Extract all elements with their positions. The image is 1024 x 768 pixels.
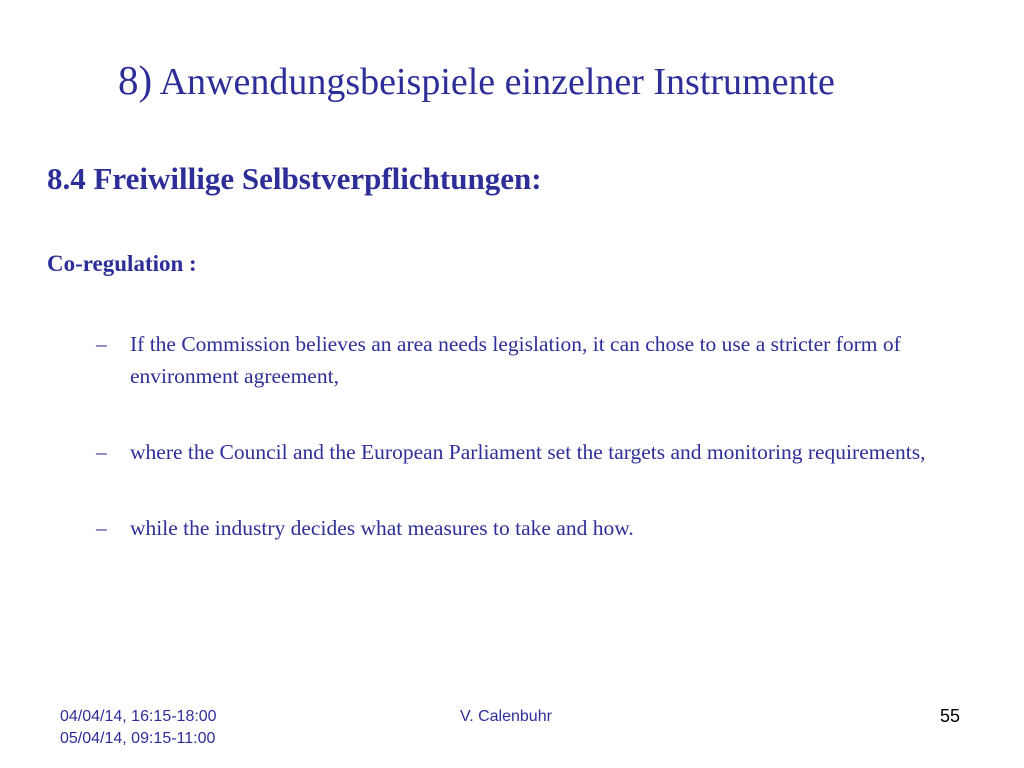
bullet-dash: – — [96, 332, 107, 356]
footer-author: V. Calenbuhr — [460, 708, 552, 725]
page-number: 55 — [940, 706, 961, 726]
bullet-text: If the Commission believes an area needs legislation, it can chose to use a stricter form of environment agreement, — [130, 332, 901, 388]
footer-dates — [60, 706, 217, 750]
footer-date-line-2: 05/04/14, 09:15-11:00 — [60, 730, 216, 747]
slide-title-text: Anwendungsbeispiele einzelner Instrumente — [159, 61, 835, 103]
bullet-item — [96, 328, 976, 392]
bullet-list — [96, 328, 976, 588]
bullet-item — [96, 436, 976, 468]
bullet-dash: – — [96, 440, 107, 464]
bullet-item — [96, 512, 976, 544]
section-label: Co-regulation : — [47, 251, 197, 276]
bullet-dash: – — [96, 516, 107, 540]
bullet-text: while the industry decides what measures to take and how. — [130, 516, 634, 540]
slide-subtitle: 8.4 Freiwillige Selbstverpflichtungen: — [47, 161, 542, 196]
slide-title-number: 8) — [118, 57, 153, 103]
bullet-text: where the Council and the European Parliament set the targets and monitoring requirements, — [130, 440, 926, 464]
slide-title — [118, 56, 835, 106]
footer-date-line-1: 04/04/14, 16:15-18:00 — [60, 708, 217, 725]
